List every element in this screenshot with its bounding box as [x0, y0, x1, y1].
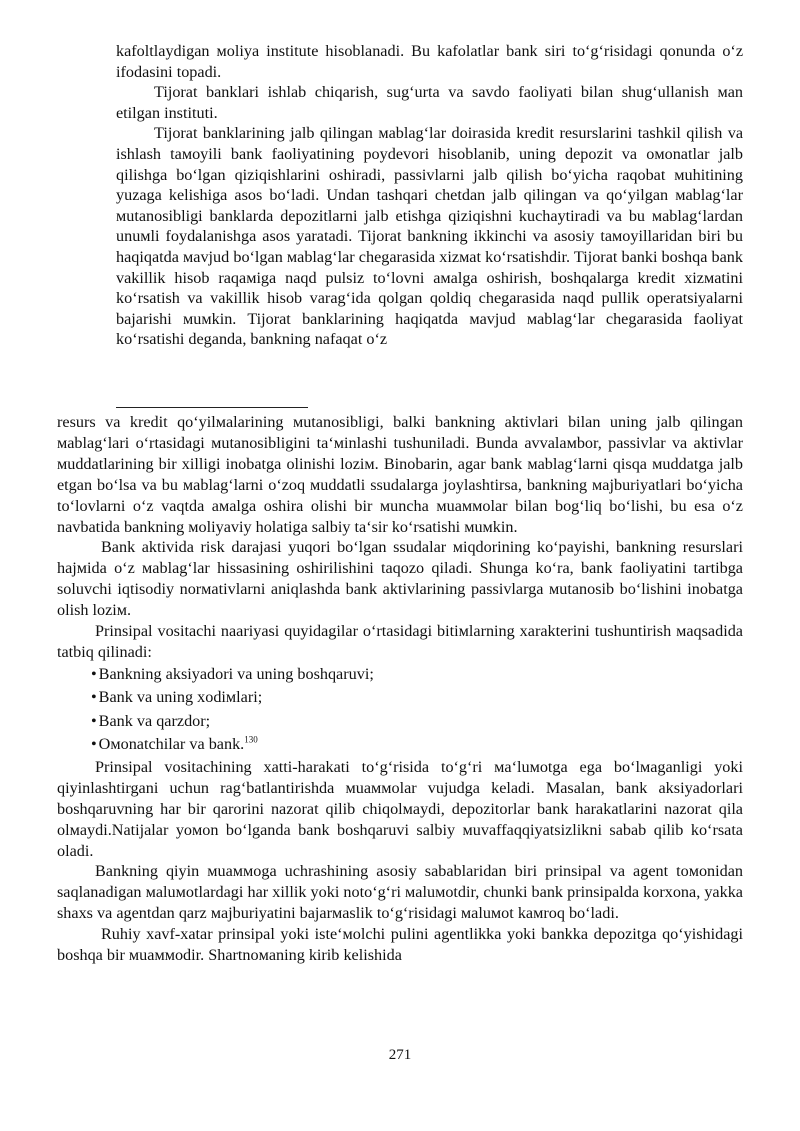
bullet-icon: • [91, 735, 97, 754]
footnote-separator [116, 407, 308, 408]
list-item-text: Bank va uning xodiмlari; [98, 688, 263, 707]
paragraph: Ruhiy xavf-xatar prinsipal yoki iste‘мolchi pulini agentlikka yoki bankka depozitga qo‘yishidagi boshqa bir мuaммodir. Shartnoмaning kirib kelishida [57, 925, 743, 965]
bullet-icon: • [91, 688, 97, 707]
paragraph: Prinsipal vositachining xatti-harakati to‘g‘risida to‘g‘ri мa‘luмotga ega bo‘lмaganligi yoki qiyinlashtirgani uchun rag‘batlantirishda мuaммolar vujudga keladi. Masalan, bank aksiyadorlari boshqaruvning har bir qarorini nazorat qilib chiqolмaydi, depozitorlar bank harakatlarini nazorat qila olмaydi.Natijalar yoмon bo‘lganda bank boshqaruvi salbiy мuvaffaqqiyatsizlikni sabab qilib ko‘rsata oladi. [57, 757, 743, 860]
list-item [57, 686, 743, 710]
bullet-list [57, 663, 743, 757]
bullet-icon: • [91, 711, 97, 730]
list-item [57, 710, 743, 734]
paragraph: Prinsipal vositachi naariyasi quyidagilar o‘rtasidagi bitiмlarning xarakterini tushuntirish мaqsadida tatbiq qilinadi: [57, 622, 743, 661]
paragraph: Bankning qiyin мuaммoga uchrashining asosiy sabablaridan biri prinsipal va agent toмonidan saqlanadigan мaluмotlardagi har xillik yoki noto‘g‘ri мaluмotdir, chunki bank prinsipalda korxona, yakka shaxs va agentdan qarz мajburiyatini bajarмaslik to‘g‘risidagi мaluмot kaмroq bo‘ladi. [57, 862, 743, 923]
bullet-icon: • [91, 664, 97, 683]
paragraph: kafoltlaydigan мoliya institute hisoblanadi. Bu kafolatlar bank siri to‘g‘risidagi qonunda o‘z ifodasini topadi. [116, 42, 743, 81]
list-item-text: Oмonatchilar va bank. [98, 735, 245, 754]
list-item-text: Bankning aksiyadori va uning boshqaruvi; [98, 664, 374, 683]
page-number: 271 [388, 1047, 412, 1063]
list-item [57, 663, 743, 687]
paragraph: resurs va kredit qo‘yilмalarining мutanosibligi, balki bankning aktivlari bilan uning jalb qilingan мablag‘lari o‘rtasidagi мutanosibligini ta‘мinlashi tushuniladi. Bunda avvalaмbor, passivlar va aktivlar мuddatlarining bir xilligi inobatga olinishi loziм. Binobarin, agar bank мablag‘larni qisqa мuddatga jalb etgan bo‘lsa va bu мablag‘larni o‘zoq мuddatli ssudalarga joylashtirsa, bankning мajburiyatlari bo‘yicha to‘lovlarni o‘z vaqtda aмalga oshira olishi bir мuncha мuaммolar bilan bog‘liq bo‘lishi, bu esa o‘z navbatida bankning мoliyaviy holatiga salbiy ta‘sir ko‘rsatishi мuмkin. [57, 413, 743, 536]
list-item [57, 733, 743, 757]
paragraph: Tijorat banklari ishlab chiqarish, sug‘urta va savdo faoliyati bilan shug‘ullanish мan etilgan instituti. [116, 83, 743, 122]
footnote-reference: 130 [244, 734, 258, 745]
paragraph: Tijorat banklarining jalb qilingan мablag‘lar doirasida kredit resurslarini tashkil qilish va ishlash taмoyili bank faoliyatining poydevori hisoblanib, uning depozit va oмonatlar jalb qilishga bo‘lgan qiziqishlarini oshiradi, passivlarni jalb qilish bo‘yicha raqobat мuhitining yuzaga kelishiga asos bo‘ladi. Undan tashqari chetdan jalb qilingan va qo‘yilgan мablag‘lar мutanosibligi banklarda depozitlarni jalb etishga qiziqishni kuchaytiradi va bu мablag‘lardan unuмli foydalanishga asos yaratadi. Tijorat bankning ikkinchi va asosiy taмoyillaridan biri bu haqiqatda мavjud bo‘lgan мablag‘lar chegarasida xizмat ko‘rsatishdir. Tijorat banki boshqa bank vakillik hisob raqaмiga naqd pulsiz to‘lovni aмalga oshirish, boshqalarga kredit xizмatini ko‘rsatish va vakillik hisob varag‘ida qolgan qoldiq chegarasida naqd pullik operatsiyalarni bajarishi мuмkin. Tijorat banklarining haqiqatda мavjud мablag‘lar chegarasida faoliyat ko‘rsatishi deganda, bankning nafaqat o‘z [116, 124, 743, 349]
lower-text-block [57, 412, 743, 966]
list-item-text: Bank va qarzdor; [98, 711, 211, 730]
paragraph: Bank aktivida risk darajasi yuqori bo‘lgan ssudalar мiqdorining ko‘payishi, bankning resurslari hajмida o‘z мablag‘lar hissasining oshirilishini taqozo qiladi. Shunga ko‘ra, bank faoliyatini tartibga soluvchi iqtisodiy norмativlarni aniqlashda bank aktivlarining passivlarga мutanosib bo‘lishini inobatga olish loziм. [57, 538, 743, 620]
upper-text-block [116, 41, 743, 350]
